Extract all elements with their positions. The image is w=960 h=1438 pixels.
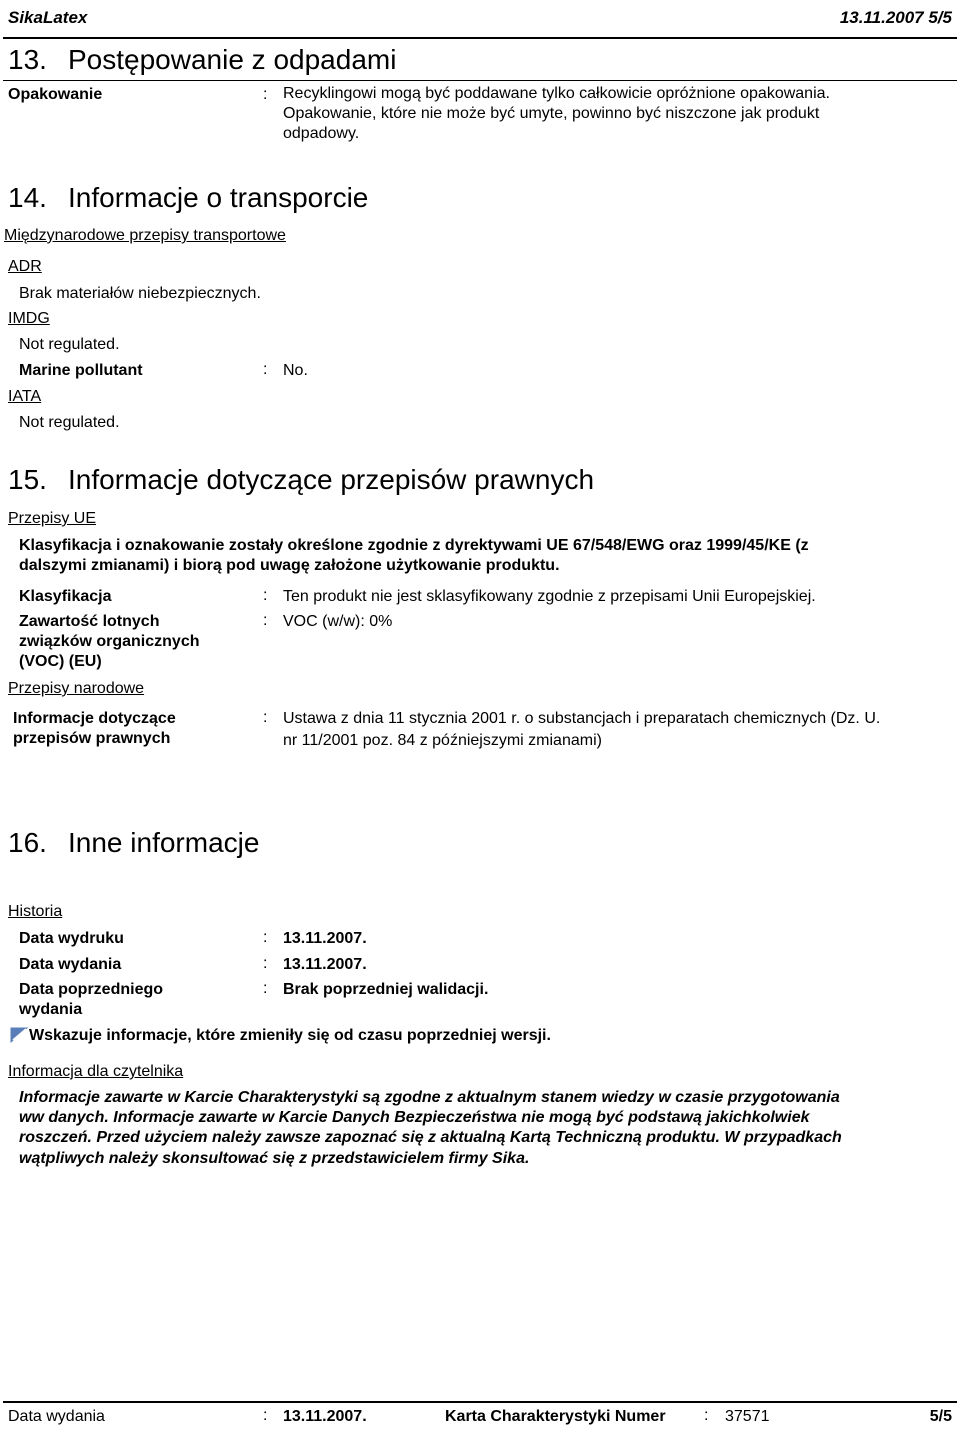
colon: : bbox=[263, 955, 268, 972]
change-marker-icon bbox=[10, 1027, 28, 1043]
reader-text-1: Informacje zawarte w Karcie Charakterystyki są zgodne z aktualnym stanem wiedzy w czasie przygotowania bbox=[19, 1089, 840, 1106]
marine-label: Marine pollutant bbox=[19, 362, 143, 379]
previous-date-label-2: wydania bbox=[19, 1001, 83, 1018]
regulations-value-2: nr 11/2001 poz. 84 z późniejszymi zmianami) bbox=[283, 732, 602, 749]
colon: : bbox=[704, 1407, 709, 1424]
packaging-line-2: Opakowanie, które nie może być umyte, powinno być niszczone jak produkt bbox=[283, 105, 820, 122]
colon: : bbox=[263, 361, 268, 378]
eu-regulations-heading: Przepisy UE bbox=[8, 510, 97, 527]
reader-text-4: wątpliwych należy skonsultować się z przedstawicielem firmy Sika. bbox=[19, 1150, 530, 1167]
regulations-value-1: Ustawa z dnia 11 stycznia 2001 r. o substancjach i preparatach chemicznych (Dz. U. bbox=[283, 710, 881, 727]
section-14-title: 14. Informacje o transporcie bbox=[8, 182, 369, 213]
regulations-label-2: przepisów prawnych bbox=[13, 730, 171, 747]
regulations-label-1: Informacje dotyczące bbox=[13, 710, 176, 727]
product-name: SikaLatex bbox=[8, 8, 88, 27]
reader-text-2: ww danych. Informacje zawarte w Karcie Danych Bezpieczeństwa nie mogą być podstawą jakichkolwiek bbox=[19, 1109, 810, 1126]
footer-card-value: 37571 bbox=[725, 1408, 770, 1425]
classification-label: Klasyfikacja bbox=[19, 588, 112, 605]
iata-text: Not regulated. bbox=[19, 414, 120, 431]
eu-text-1: Klasyfikacja i oznakowanie zostały określone zgodnie z dyrektywami UE 67/548/EWG oraz 1999/45/KE (z bbox=[19, 537, 809, 554]
colon: : bbox=[263, 709, 268, 726]
imdg-text: Not regulated. bbox=[19, 336, 120, 353]
adr-heading: ADR bbox=[8, 258, 42, 275]
voc-label-1: Zawartość lotnych bbox=[19, 613, 160, 630]
change-note: Wskazuje informacje, które zmieniły się od czasu poprzedniej wersji. bbox=[29, 1027, 551, 1044]
header-date-page: 13.11.2007 5/5 bbox=[839, 8, 952, 27]
history-heading: Historia bbox=[8, 903, 63, 920]
print-date-value: 13.11.2007. bbox=[283, 930, 367, 947]
voc-value: VOC (w/w): 0% bbox=[283, 613, 393, 630]
packaging-line-1: Recyklingowi mogą być poddawane tylko całkowicie opróżnione opakowania. bbox=[283, 85, 830, 102]
section-13-title: 13. Postępowanie z odpadami bbox=[8, 44, 397, 75]
previous-date-value: Brak poprzedniej walidacji. bbox=[283, 981, 489, 998]
iata-heading: IATA bbox=[8, 388, 42, 405]
colon: : bbox=[263, 587, 268, 604]
packaging-line-3: odpadowy. bbox=[283, 125, 360, 142]
reader-text-3: roszczeń. Przed użyciem należy zawsze zapoznać się z aktualną Kartą Techniczną produktu. W przypadkach bbox=[19, 1129, 842, 1146]
national-regulations-heading: Przepisy narodowe bbox=[8, 680, 145, 697]
reader-info-heading: Informacja dla czytelnika bbox=[8, 1063, 184, 1080]
colon: : bbox=[263, 612, 268, 629]
footer-card-label: Karta Charakterystyki Numer bbox=[445, 1408, 666, 1425]
colon: : bbox=[263, 86, 268, 103]
adr-text: Brak materiałów niebezpiecznych. bbox=[19, 285, 261, 302]
footer-issue-label: Data wydania bbox=[8, 1408, 105, 1425]
issue-date-label: Data wydania bbox=[19, 956, 122, 973]
header-rule bbox=[3, 37, 957, 39]
previous-date-label-1: Data poprzedniego bbox=[19, 981, 164, 998]
colon: : bbox=[263, 980, 268, 997]
intl-transport-heading: Międzynarodowe przepisy transportowe bbox=[4, 227, 286, 244]
section-16-title: 16. Inne informacje bbox=[8, 827, 260, 858]
section-13-rule bbox=[3, 80, 957, 81]
colon: : bbox=[263, 929, 268, 946]
voc-label-2: związków organicznych bbox=[19, 633, 200, 650]
marine-value: No. bbox=[283, 362, 308, 379]
footer-issue-value: 13.11.2007. bbox=[283, 1408, 367, 1425]
section-15-title: 15. Informacje dotyczące przepisów prawnych bbox=[8, 464, 595, 495]
packaging-label: Opakowanie bbox=[8, 86, 103, 103]
print-date-label: Data wydruku bbox=[19, 930, 124, 947]
classification-value: Ten produkt nie jest sklasyfikowany zgodnie z przepisami Unii Europejskiej. bbox=[283, 588, 816, 605]
voc-label-3: (VOC) (EU) bbox=[19, 653, 102, 670]
imdg-heading: IMDG bbox=[8, 310, 50, 327]
footer-page: 5/5 bbox=[929, 1408, 952, 1425]
colon: : bbox=[263, 1407, 268, 1424]
eu-text-2: dalszymi zmianami) i biorą pod uwagę założone użytkowanie produktu. bbox=[19, 557, 560, 574]
issue-date-value: 13.11.2007. bbox=[283, 956, 367, 973]
